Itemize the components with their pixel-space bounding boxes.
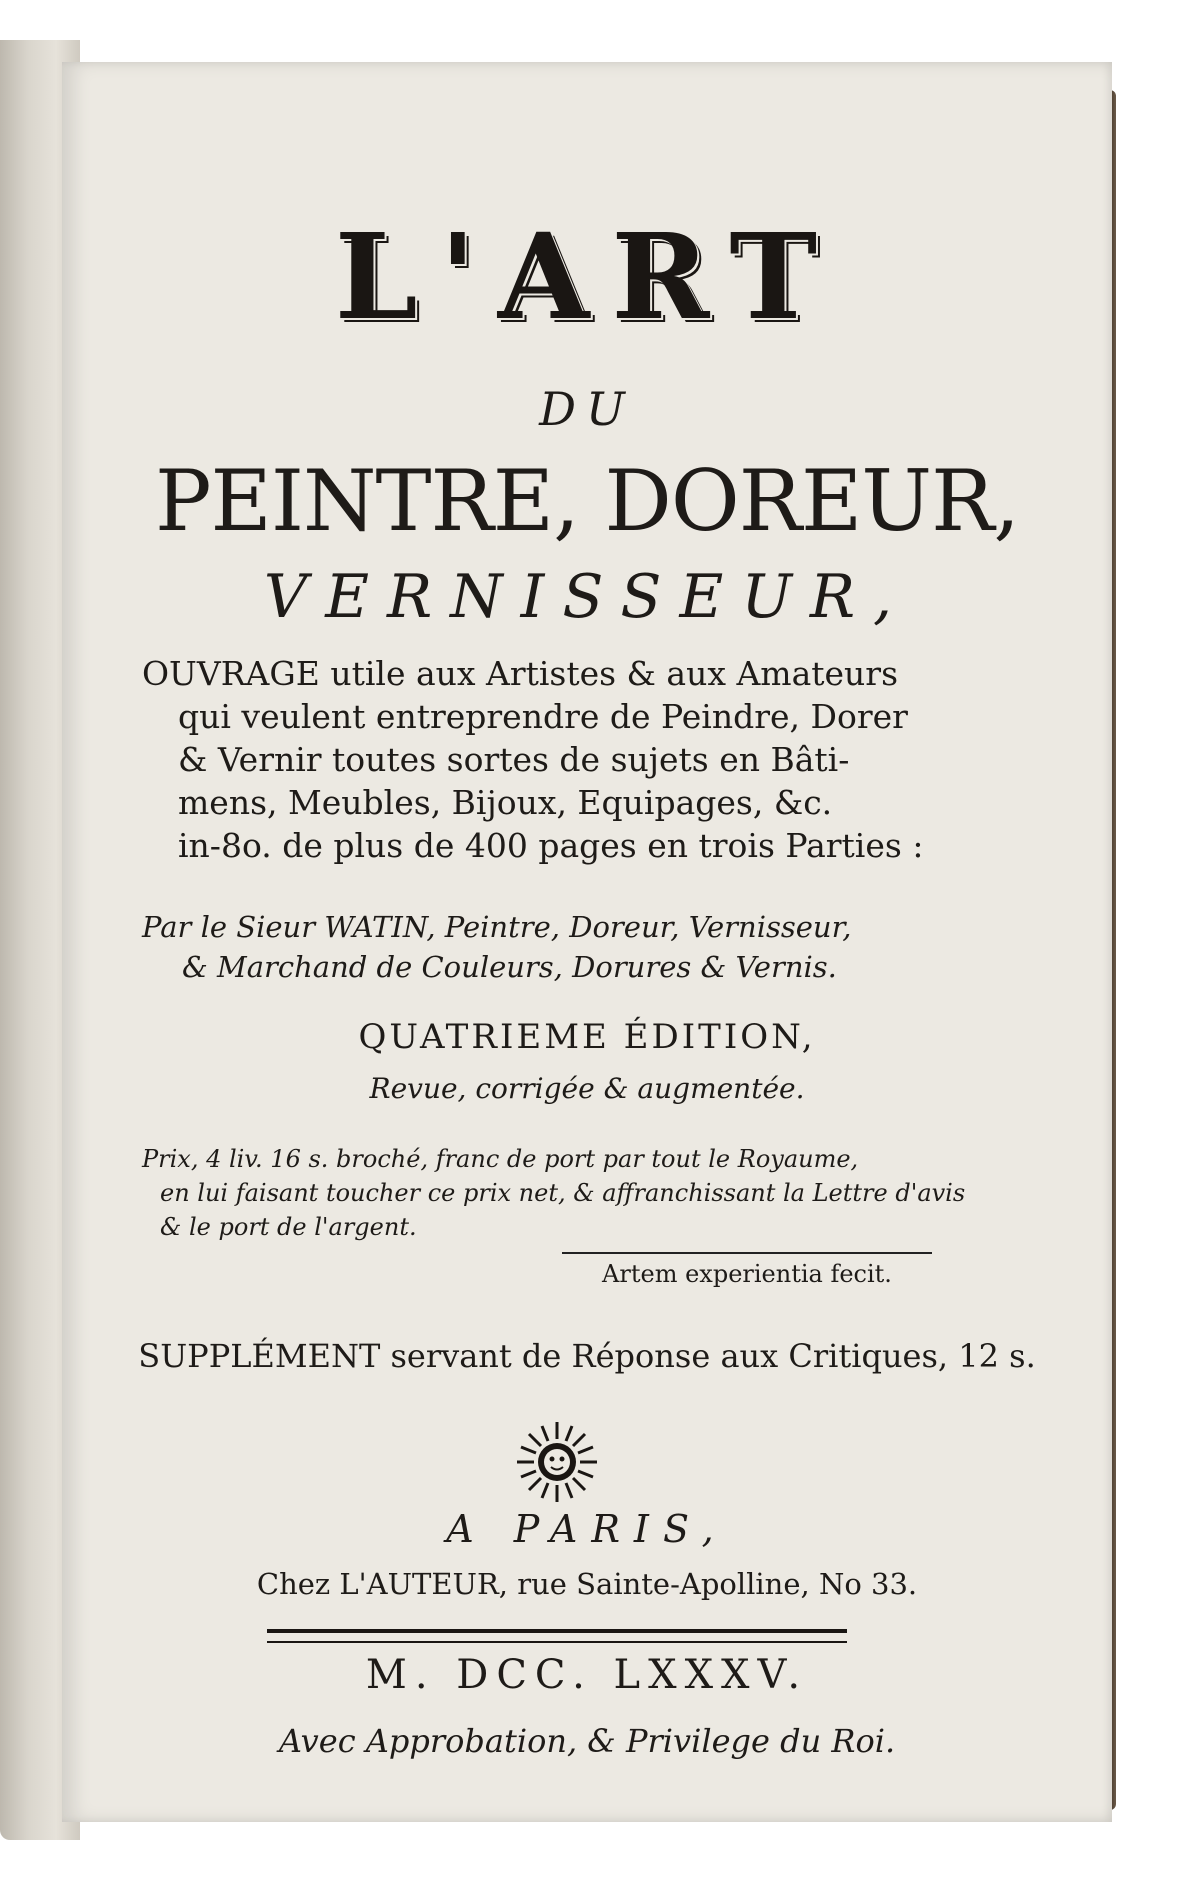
author-line: Par le Sieur WATIN, Peintre, Doreur, Vernisseur, — [142, 910, 852, 944]
edition-statement: QUATRIEME ÉDITION, — [358, 1017, 816, 1057]
title-du: DU — [539, 382, 635, 436]
imprint-publisher: Chez L'AUTEUR, rue Sainte-Apolline, No 33. — [256, 1567, 918, 1601]
ouvrage-line: & Vernir toutes sortes de sujets en Bâti- — [178, 740, 850, 779]
supplement-note: SUPPLÉMENT servant de Réponse aux Critiques, 12 s. — [138, 1337, 1036, 1375]
sun-face-ornament-icon — [512, 1417, 602, 1507]
title-page — [62, 62, 1112, 1822]
ouvrage-line: mens, Meubles, Bijoux, Equipages, &c. — [178, 783, 833, 822]
ouvrage-description — [142, 652, 1032, 867]
ouvrage-line: qui veulent entreprendre de Peindre, Dorer — [178, 697, 908, 736]
price-line: & le port de l'argent. — [160, 1213, 417, 1241]
motto: Artem experientia fecit. — [562, 1252, 932, 1288]
price-line: en lui faisant toucher ce prix net, & affranchissant la Lettre d'avis — [160, 1179, 966, 1207]
double-rule-divider — [267, 1629, 847, 1643]
title-vernisseur: VERNISSEUR, — [263, 562, 911, 632]
imprint-year: M. DCC. LXXXV. — [365, 1652, 809, 1698]
price-line: Prix, 4 liv. 16 s. broché, franc de port par tout le Royaume, — [142, 1145, 859, 1173]
title-art: L'ART — [334, 207, 840, 346]
approbation-note: Avec Approbation, & Privilege du Roi. — [278, 1722, 896, 1760]
ouvrage-line: OUVRAGE utile aux Artistes & aux Amateurs — [142, 654, 899, 693]
revision-note: Revue, corrigée & augmentée. — [369, 1072, 805, 1105]
price-statement — [142, 1142, 1042, 1244]
imprint-place: A PARIS, — [446, 1507, 728, 1551]
ouvrage-line: in-8o. de plus de 400 pages en trois Parties : — [178, 826, 924, 865]
title-peintre-doreur: PEINTRE, DOREUR, — [154, 452, 1020, 550]
author-statement — [142, 907, 1042, 987]
author-line: & Marchand de Couleurs, Dorures & Vernis. — [182, 950, 837, 984]
